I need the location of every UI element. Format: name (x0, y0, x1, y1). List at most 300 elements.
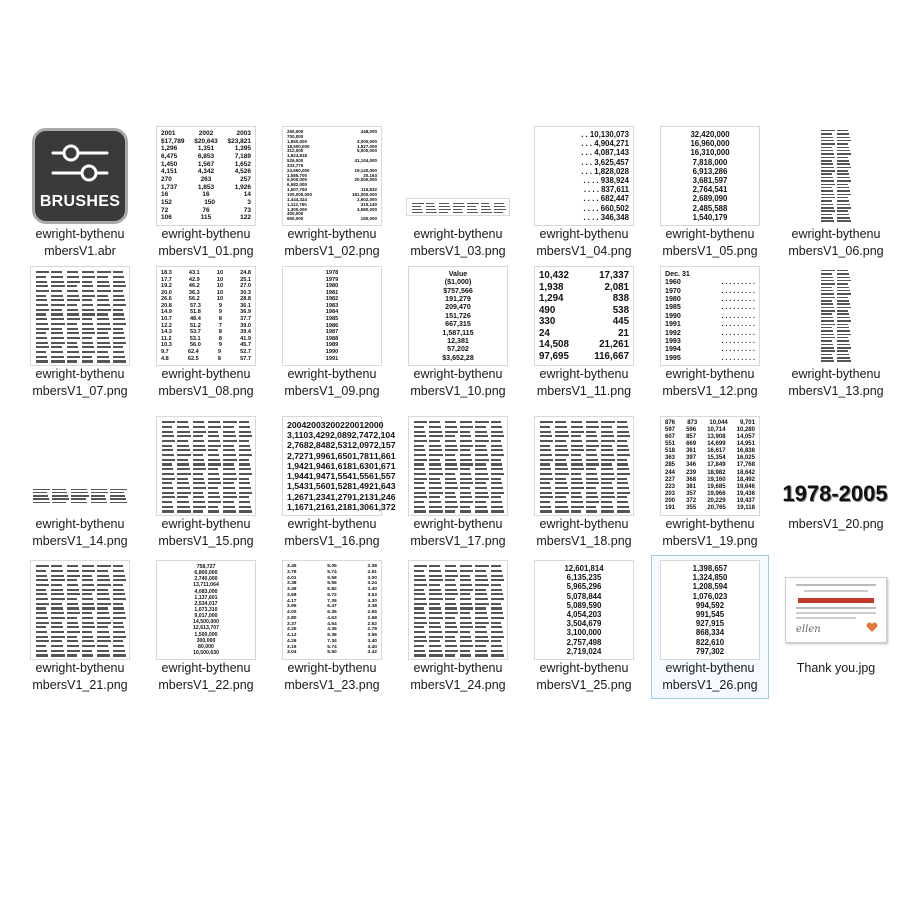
file-name-label[interactable] (22, 226, 138, 260)
file-item[interactable] (148, 556, 264, 698)
thumbnail-text-line (414, 496, 427, 498)
file-thumbnail[interactable] (784, 416, 888, 516)
thumbnail-text-line (177, 454, 190, 456)
file-name-label[interactable] (652, 660, 768, 694)
file-thumbnail[interactable] (280, 416, 396, 516)
thumbnail-text-line (51, 332, 62, 334)
file-name-line: ewright-bythenu (791, 227, 881, 241)
thumbnail-text-row (161, 138, 251, 146)
thumbnail-text-cell: 20.0 (161, 289, 172, 296)
thumbnail-text-line (36, 622, 49, 624)
file-name-label[interactable] (652, 366, 768, 400)
thumbnail-text-line (36, 346, 49, 348)
thumbnail-text-line (33, 498, 49, 499)
thumbnail-text-cell: . . 10,130,073 (581, 130, 629, 139)
thumbnail-text-cell: 1984 (325, 309, 339, 316)
file-item[interactable] (400, 122, 516, 264)
thumbnail-text-line (445, 506, 458, 508)
file-thumbnail[interactable] (658, 560, 762, 660)
thumbnail-text-line (491, 636, 504, 638)
thumbnail-text-cell: 372 (686, 497, 697, 504)
thumbnail-text-line (821, 130, 835, 132)
thumbnail-text-cell: 20,765 (707, 504, 726, 511)
thumbnail-text-row (161, 184, 251, 192)
file-name-label[interactable] (652, 516, 768, 550)
thumbnail-text-line (414, 579, 426, 581)
file-name-label[interactable] (400, 516, 516, 550)
thumbnail-text-cell: 36.3 (188, 289, 200, 296)
thumbnail-text-line (475, 598, 487, 600)
file-thumbnail[interactable] (784, 560, 888, 660)
thumbnail-text-cell: 2002 (198, 130, 214, 137)
file-thumbnail[interactable] (280, 126, 384, 226)
thumbnail-text-line (67, 295, 79, 297)
file-item[interactable] (274, 122, 390, 264)
thumbnail-text-line (414, 626, 424, 628)
file-name-label[interactable] (526, 226, 642, 260)
thumbnail-text-line (475, 584, 488, 586)
thumbnail-text-line (837, 187, 849, 189)
thumbnail-text-row (287, 501, 396, 512)
thumbnail-text-line (586, 426, 599, 428)
file-thumbnail[interactable] (154, 560, 258, 660)
thumbnail-text-line (617, 506, 629, 508)
thumbnail-text-line (555, 468, 567, 470)
file-thumbnail[interactable] (784, 266, 888, 366)
thumbnail-text-row (287, 460, 396, 471)
thumbnail-text-line (414, 612, 425, 614)
thumbnail-text-line (82, 579, 93, 581)
thumbnail-text-line (475, 435, 487, 437)
thumbnail-text-line (429, 468, 441, 470)
thumbnail-text-cell: 16,617 (707, 448, 726, 455)
thumbnail-text-line (555, 473, 568, 475)
thumbnail-text-row (287, 430, 396, 441)
file-name-label[interactable] (526, 366, 642, 400)
thumbnail-text-line (571, 440, 582, 442)
file-item[interactable] (148, 122, 264, 264)
thumbnail-text-cell: 300,000 (196, 637, 216, 644)
thumbnail-text-cell: 445 (612, 316, 629, 327)
thumbnail-text-cell: 8 (218, 316, 223, 323)
thumbnail-text-line (113, 640, 123, 642)
file-thumbnail[interactable] (280, 266, 384, 366)
thumbnail-text-cell: 700,000 (287, 133, 304, 139)
file-item[interactable] (274, 262, 390, 404)
thumbnail-text-line (223, 478, 236, 480)
thumbnail-text-row (665, 628, 755, 637)
thumbnail-text-cell: $20,643 (194, 137, 218, 145)
file-thumbnail[interactable] (406, 560, 510, 660)
file-item[interactable] (652, 122, 768, 264)
thumbnail-text-line (571, 478, 582, 480)
thumbnail-text-line (821, 173, 832, 175)
thumbnail-text-line (540, 506, 551, 508)
file-item[interactable] (778, 412, 894, 554)
thumbnail-text-line (617, 473, 630, 475)
thumbnail-text-line (460, 501, 473, 503)
file-thumbnail[interactable] (658, 126, 762, 226)
thumbnail-text-cell: 3,681,597 (692, 176, 728, 186)
file-thumbnail[interactable] (784, 126, 888, 226)
thumbnail-text-line (475, 579, 487, 581)
thumbnail-text-cell: 122 (240, 214, 251, 222)
file-item[interactable] (778, 556, 894, 698)
thumbnail-text-line (460, 575, 470, 577)
file-name-label[interactable] (778, 226, 894, 260)
thumbnail-text-line (414, 435, 426, 437)
file-name-label[interactable] (274, 660, 390, 694)
thumbnail-text-line (475, 501, 485, 503)
thumbnail-text-line (555, 459, 565, 461)
file-item[interactable] (400, 262, 516, 404)
thumbnail-text-cell: 9.7 (161, 348, 169, 355)
thumbnail-text-row (161, 191, 251, 199)
thumbnail-text-cell: 18,500,000 (287, 143, 310, 149)
file-name-line: mbersV1_08.png (158, 384, 254, 398)
thumbnail-text-line (223, 449, 234, 451)
thumbnail-text-line (412, 203, 424, 204)
file-item[interactable] (274, 556, 390, 698)
thumbnail-text-line (91, 492, 108, 493)
thumbnail-text-line (239, 506, 251, 508)
file-name-label[interactable] (652, 226, 768, 260)
thumbnail-text-line (460, 579, 471, 581)
thumbnail-text-cell: 4.26 (287, 638, 297, 644)
thumbnail-text-line (113, 356, 125, 358)
thumbnail-text-line (460, 589, 473, 591)
thumbnail-text-line (821, 330, 833, 332)
file-item[interactable] (274, 412, 396, 554)
thumbnail-text-line (821, 207, 834, 209)
file-name-line: mbersV1_23.png (284, 678, 380, 692)
thumbnail-text-line (113, 328, 123, 330)
file-name-label[interactable] (400, 366, 516, 400)
thumbnail-text-line (414, 570, 424, 572)
thumbnail-text-cell: 2,104 (373, 430, 396, 441)
file-thumbnail[interactable] (154, 266, 258, 366)
file-thumbnail[interactable] (406, 126, 510, 226)
file-thumbnail[interactable] (28, 266, 132, 366)
thumbnail-text-line (460, 445, 473, 447)
file-name-label[interactable] (148, 660, 264, 694)
thumbnail-text-cell: 1,213 (352, 491, 374, 502)
thumbnail-text-line (223, 510, 235, 512)
thumbnail-text-line (821, 280, 834, 282)
thumbnail-text-line (475, 440, 488, 442)
thumbnail-text-line (460, 459, 472, 461)
thumbnail-text-line (540, 487, 551, 489)
thumbnail-text-line (51, 645, 62, 647)
file-name-label[interactable] (400, 660, 516, 694)
thumbnail-text-line (67, 570, 79, 572)
thumbnail-text-line (177, 510, 190, 512)
file-name-label[interactable] (22, 660, 138, 694)
thumbnail-text-line (837, 200, 849, 202)
thumbnail-text-cell: 1,853 (197, 183, 215, 191)
thumbnail-text-row (413, 329, 503, 337)
thumbnail-text-line (208, 421, 220, 423)
thumbnail-text-line (837, 354, 849, 356)
thumbnail-text-line (555, 421, 565, 423)
thumbnail-text-line (223, 435, 235, 437)
thumbnail-text-row (161, 214, 251, 222)
thumbnail-text-line (82, 276, 95, 278)
thumbnail-text-line (460, 506, 470, 508)
thumbnail-image (408, 560, 508, 660)
thumbnail-text-row (665, 491, 755, 498)
file-name-label[interactable] (274, 516, 390, 550)
file-item[interactable] (22, 262, 138, 404)
thumbnail-text-line (460, 598, 471, 600)
file-name-label[interactable] (22, 516, 138, 550)
file-item[interactable] (148, 262, 264, 404)
thumbnail-text-line (571, 468, 584, 470)
thumbnail-text-line (491, 579, 504, 581)
thumbnail-text-line (414, 631, 425, 633)
thumbnail-text-line (429, 579, 442, 581)
thumbnail-text-line (239, 426, 250, 428)
thumbnail-text-line (67, 360, 77, 362)
file-thumbnail[interactable] (280, 560, 384, 660)
thumbnail-text-line (162, 468, 173, 470)
thumbnail-text-line (837, 177, 850, 179)
file-item[interactable] (652, 262, 768, 404)
file-item[interactable] (22, 412, 138, 554)
thumbnail-text-line (475, 640, 488, 642)
thumbnail-text-line (67, 313, 79, 315)
thumbnail-text-cell: . . . . . . . . . (721, 311, 755, 320)
file-name-label[interactable] (274, 366, 390, 400)
thumbnail-text-cell: 191 (665, 504, 676, 511)
thumbnail-text-line (97, 346, 110, 348)
thumbnail-text-cell: 13,908 (707, 434, 726, 441)
thumbnail-text-line (445, 579, 455, 581)
thumbnail-text-line (491, 473, 504, 475)
file-thumbnail[interactable] (532, 560, 636, 660)
thumbnail-text-row (287, 296, 377, 303)
thumbnail-text-line (414, 440, 427, 442)
file-item[interactable] (778, 122, 894, 264)
thumbnail-text-line (429, 617, 442, 619)
thumbnail-text-line (445, 654, 455, 656)
thumbnail-text-cell: 53.7 (189, 329, 201, 336)
thumbnail-text-cell: 1991 (325, 355, 339, 362)
thumbnail-text-cell: 18,492 (736, 476, 755, 483)
thumbnail-text-cell: 10 (216, 276, 224, 283)
thumbnail-text-line (617, 482, 628, 484)
thumbnail-text-line (97, 631, 108, 633)
thumbnail-text-line (586, 501, 599, 503)
file-item[interactable] (22, 556, 138, 698)
thumbnail-text-line (208, 426, 221, 428)
thumbnail-text-line (208, 496, 220, 498)
thumbnail-text-row (665, 420, 755, 427)
thumbnail-text-line (223, 496, 236, 498)
thumbnail-text-line (177, 459, 187, 461)
thumbnail-text-line (555, 454, 568, 456)
thumbnail-text-cell: 1,076,023 (692, 591, 728, 601)
thumbnail-text-line (51, 318, 63, 320)
thumbnail-text-line (475, 496, 488, 498)
file-thumbnail[interactable] (658, 266, 762, 366)
file-item[interactable] (526, 412, 642, 554)
thumbnail-text-cell: 1,267 (287, 491, 309, 502)
thumbnail-text-line (414, 650, 425, 652)
thumbnail-text-line (821, 194, 834, 196)
thumbnail-text-cell: 18,642 (736, 469, 755, 476)
thumbnail-text-line (445, 584, 456, 586)
thumbnail-text-line (82, 356, 92, 358)
thumbnail-text-cell: . . . . . . . . . (721, 336, 755, 345)
file-item[interactable] (526, 262, 642, 404)
file-item[interactable] (400, 412, 516, 554)
file-name-line: mbersV1_16.png (284, 534, 380, 548)
file-item[interactable] (526, 556, 642, 698)
thumbnail-text-line (223, 506, 234, 508)
thumbnail-text-line (586, 431, 596, 433)
thumbnail-text-line (113, 318, 125, 320)
thumbnail-text-line (208, 468, 218, 470)
file-name-label[interactable] (778, 366, 894, 400)
thumbnail-text-line (571, 421, 582, 423)
thumbnail-text-cell: 24.8 (240, 270, 251, 276)
thumbnail-text-line (445, 612, 458, 614)
file-name-label[interactable] (274, 226, 390, 260)
file-thumbnail[interactable] (154, 416, 258, 516)
file-name-label[interactable] (400, 226, 516, 260)
thumbnail-text-cell: 209,470 (445, 303, 471, 312)
thumbnail-text-line (71, 498, 85, 499)
card-text-line (796, 617, 856, 619)
thumbnail-text-line (540, 435, 552, 437)
file-thumbnail[interactable] (28, 126, 132, 226)
thumbnail-text-line (445, 501, 457, 503)
thumbnail-text-line (555, 431, 567, 433)
thumbnail-text-line (445, 645, 457, 647)
file-item[interactable] (652, 556, 768, 698)
thumbnail-text-line (36, 342, 48, 344)
thumbnail-text-line (193, 463, 205, 465)
file-name-label[interactable] (22, 366, 138, 400)
thumbnail-text-line (36, 337, 47, 339)
thumbnail-text-cell: 42.9 (188, 276, 200, 283)
thumbnail-text-line (601, 506, 612, 508)
thumbnail-text-line (208, 510, 219, 512)
thumbnail-text-line (491, 468, 503, 470)
file-thumbnail[interactable] (28, 560, 132, 660)
file-name-label[interactable] (526, 516, 642, 550)
thumbnail-text-line (239, 459, 249, 461)
thumbnail-text-line (460, 654, 471, 656)
thumbnail-text-line (113, 617, 126, 619)
file-item[interactable] (148, 412, 264, 554)
thumbnail-text-line (82, 304, 93, 306)
thumbnail-text-line (837, 283, 848, 285)
thumbnail-text-line (555, 445, 566, 447)
thumbnail-text-line (475, 607, 485, 609)
thumbnail-text-line (439, 206, 450, 207)
thumbnail-text-line (113, 290, 123, 292)
thumbnail-text-line (837, 337, 848, 339)
file-thumbnail[interactable] (406, 416, 510, 516)
thumbnail-text-line (821, 133, 832, 135)
thumbnail-text-cell: 2,689,090 (692, 194, 728, 204)
thumbnail-text-line (193, 510, 203, 512)
thumbnail-text-line (821, 297, 835, 299)
thumbnail-text-line (555, 492, 568, 494)
file-item[interactable] (400, 556, 516, 698)
thumbnail-text-line (177, 463, 188, 465)
thumbnail-text-line (51, 323, 64, 325)
file-thumbnail[interactable] (532, 416, 636, 516)
thumbnail-text-line (208, 492, 219, 494)
thumbnail-text-line (601, 440, 614, 442)
thumbnail-text-line (821, 270, 835, 272)
thumbnail-text-line (460, 426, 473, 428)
file-name-line: mbersV1_06.png (788, 244, 884, 258)
file-name-label[interactable] (526, 660, 642, 694)
thumbnail-text-line (445, 435, 455, 437)
thumbnail-text-line (429, 612, 441, 614)
thumbnail-text-line (177, 449, 189, 451)
thumbnail-text-line (445, 431, 458, 433)
file-item[interactable] (22, 122, 138, 264)
thumbnail-text-line (97, 281, 108, 283)
thumbnail-text-line (51, 617, 64, 619)
thumbnail-text-line (429, 487, 441, 489)
file-item[interactable] (652, 412, 768, 554)
file-thumbnail[interactable] (28, 416, 132, 516)
thumbnail-text-line (51, 593, 63, 595)
thumbnail-text-line (837, 194, 851, 196)
file-name-label[interactable] (148, 226, 264, 260)
thumbnail-text-cell: 41.9 (240, 335, 251, 342)
file-thumbnail[interactable] (532, 266, 636, 366)
file-name-label[interactable] (778, 660, 894, 677)
file-name-label[interactable] (778, 516, 894, 533)
thumbnail-text-line (837, 327, 849, 329)
thumbnail-text-cell: 597 (665, 427, 676, 434)
thumbnail-text-line (837, 163, 850, 165)
file-name-label[interactable] (148, 516, 264, 550)
file-thumbnail[interactable] (406, 266, 510, 366)
thumbnail-text-line (453, 206, 465, 207)
file-item[interactable] (526, 122, 642, 264)
thumbnail-text-line (445, 650, 458, 652)
thumbnail-text-cell: 4.01 (287, 575, 297, 581)
thumbnail-text-line (460, 617, 471, 619)
thumbnail-image (30, 266, 130, 366)
thumbnail-text-line (223, 421, 236, 423)
thumbnail-text-line (113, 636, 126, 638)
thumbnail-text-line (82, 309, 94, 311)
file-item[interactable] (778, 262, 894, 404)
thumbnail-text-line (445, 482, 457, 484)
thumbnail-text-cell: 1,630 (352, 460, 374, 471)
thumbnail-text-line (177, 496, 187, 498)
file-name-label[interactable] (148, 366, 264, 400)
file-thumbnail[interactable] (154, 126, 258, 226)
thumbnail-text-line (91, 489, 107, 490)
thumbnail-text-line (193, 468, 206, 470)
file-thumbnail[interactable] (658, 416, 762, 516)
thumbnail-text-line (51, 654, 64, 656)
thumbnail-text-row (287, 329, 377, 336)
file-thumbnail[interactable] (532, 126, 636, 226)
thumbnail-text-row (413, 295, 503, 303)
thumbnail-text-line (414, 589, 424, 591)
